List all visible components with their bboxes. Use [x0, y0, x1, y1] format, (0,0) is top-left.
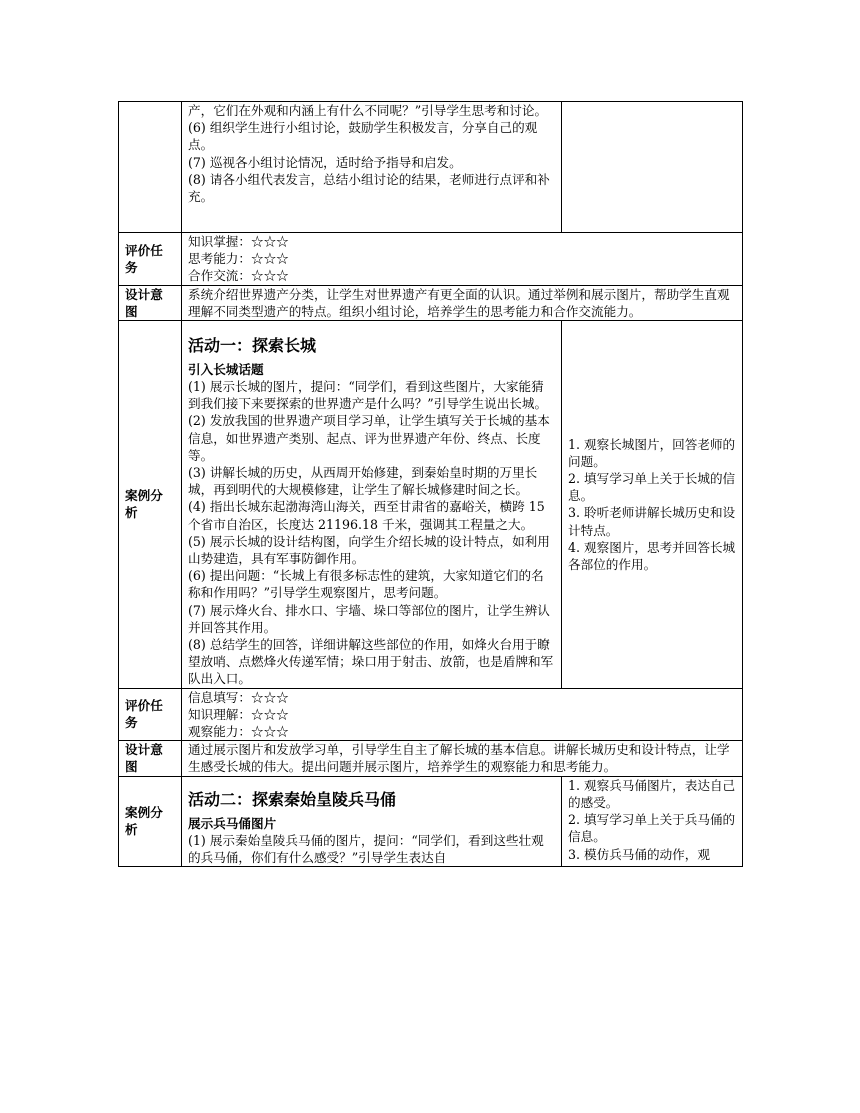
student-step: 2. 填写学习单上关于兵马俑的信息。	[568, 812, 736, 845]
step: (1) 展示长城的图片，提问：“同学们，看到这些图片，大家能猜到我们接下来要探索的世界遗产是什么吗？”引导学生说出长城。	[188, 379, 548, 412]
eval-item: 信息填写：☆☆☆	[188, 689, 289, 705]
step: (7) 展示烽火台、排水口、宇墙、垛口等部位的图片，让学生辨认并回答其作用。	[188, 602, 550, 635]
table-row	[119, 688, 743, 741]
text-line: (6) 组织学生进行小组讨论，鼓励学生积极发言，分享自己的观点。	[188, 120, 538, 153]
student-step: 1. 观察长城图片，回答老师的问题。	[568, 436, 736, 469]
step: (3) 讲解长城的历史，从西周开始修建，到秦始皇时期的万里长城，再到明代的大规模修建，让学生了解长城修建时间之长。	[188, 465, 538, 498]
student-step: 4. 观察图片，思考并回答长城各部位的作用。	[568, 539, 736, 572]
empty-label-cell	[119, 102, 182, 233]
design-text: 通过展示图片和发放学习单，引导学生自主了解长城的基本信息。讲解长城历史和设计特点，让学生感受长城的伟大。提出问题并展示图片，培养学生的观察能力和思考能力。	[188, 742, 730, 775]
eval-cell	[182, 233, 743, 286]
step: (8) 总结学生的回答，详细讲解这些部位的作用，如烽火台用于瞭望放哨、点燃烽火传递军情；垛口用于射击、放箭，也是盾牌和军队出入口。	[188, 637, 554, 687]
eval-item: 思考能力：☆☆☆	[188, 251, 289, 267]
teacher-activity-cell	[182, 102, 562, 233]
row-label: 评价任务	[119, 233, 182, 286]
student-activity-cell	[562, 321, 743, 689]
step: (2) 发放我国的世界遗产项目学习单，让学生填写关于长城的基本信息，如世界遗产类别、起点、评为世界遗产年份、终点、长度等。	[188, 413, 550, 463]
student-step: 3. 模仿兵马俑的动作，观	[568, 846, 710, 862]
activity-title: 活动一：探索长城	[188, 336, 317, 356]
text-line: 产，它们在外观和内涵上有什么不同呢？”引导学生思考和讨论。	[188, 103, 548, 118]
design-intent-cell	[182, 285, 743, 320]
eval-item: 合作交流：☆☆☆	[188, 268, 289, 284]
row-label: 案例分析	[119, 776, 182, 866]
eval-cell	[182, 688, 743, 741]
design-intent-cell	[182, 741, 743, 776]
row-label: 评价任务	[119, 688, 182, 741]
activity-subtitle: 引入长城话题	[188, 362, 264, 378]
student-step: 2. 填写学习单上关于长城的信息。	[568, 470, 736, 504]
table-row	[119, 321, 743, 689]
step: (5) 展示长城的设计结构图，向学生介绍长城的设计特点，如利用山势建造，具有军事防御作用。	[188, 533, 550, 567]
student-step: 3. 聆听老师讲解长城历史和设计特点。	[568, 505, 736, 538]
step: (4) 指出长城东起渤海湾山海关，西至甘肃省的嘉峪关，横跨 15 个省市自治区，长度达 21196.18 千米，强调其工程量之大。	[188, 499, 545, 532]
design-text: 系统介绍世界遗产分类，让学生对世界遗产有更全面的认识。通过举例和展示图片，帮助学生直观理解不同类型遗产的特点。组织小组讨论，培养学生的思考能力和合作交流能力。	[188, 286, 730, 319]
step: (6) 提出问题：“长城上有很多标志性的建筑，大家知道它们的名称和作用吗？”引导学生观察图片，思考问题。	[188, 568, 544, 601]
row-label: 案例分析	[119, 321, 182, 689]
student-step: 1. 观察兵马俑图片，表达自己的感受。	[568, 777, 736, 810]
activity-title: 活动二：探索秦始皇陵兵马俑	[188, 789, 397, 809]
row-label: 设计意图	[119, 285, 182, 320]
table-row	[119, 233, 743, 286]
table-row	[119, 776, 743, 866]
student-activity-cell	[562, 102, 743, 233]
table-row	[119, 285, 743, 320]
teacher-activity-cell	[182, 776, 562, 866]
row-label: 设计意图	[119, 741, 182, 776]
eval-item: 知识掌握：☆☆☆	[188, 234, 289, 249]
lesson-plan-table	[118, 101, 743, 867]
table-row	[119, 102, 743, 233]
activity-subtitle: 展示兵马俑图片	[188, 815, 277, 831]
text-line: (8) 请各小组代表发言，总结小组讨论的结果，老师进行点评和补充。	[188, 171, 550, 205]
eval-item: 知识理解：☆☆☆	[188, 706, 289, 722]
table-row	[119, 741, 743, 776]
step: (1) 展示秦始皇陵兵马俑的图片，提问：“同学们，看到这些壮观的兵马俑，你们有什么感受？”引导学生表达自	[188, 832, 544, 865]
student-activity-cell	[562, 776, 743, 866]
teacher-activity-cell	[182, 321, 562, 689]
eval-item: 观察能力：☆☆☆	[188, 724, 289, 740]
text-line: (7) 巡视各小组讨论情况，适时给予指导和启发。	[188, 154, 462, 170]
